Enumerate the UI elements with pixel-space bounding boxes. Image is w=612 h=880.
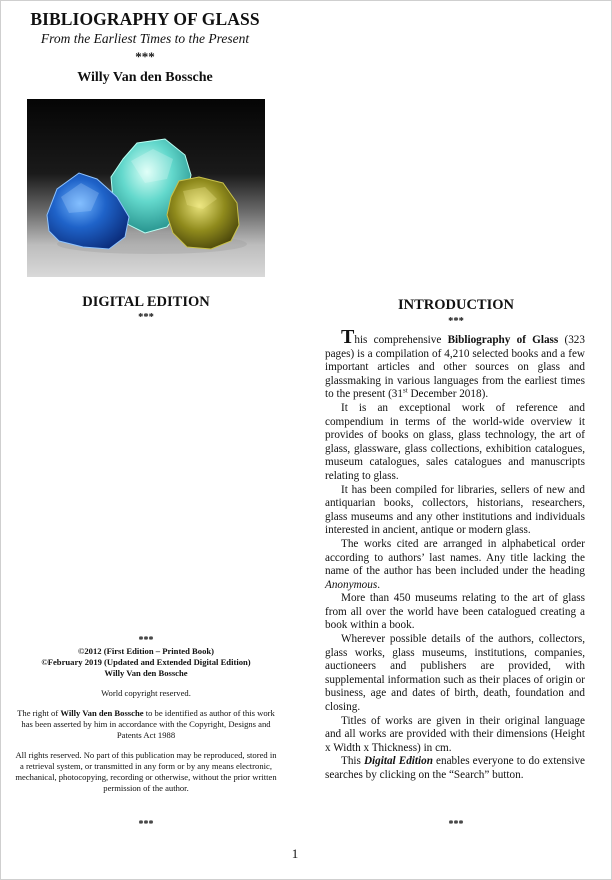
intro-paragraph: Wherever possible details of the authors, collectors, glass works, glass museums, institutions, companies, auctioneers and publishers are provided, with supplemental information such as their places of origin or business, age and dates of birth, death, foundation and closing. — [325, 633, 585, 714]
left-bottom-separator: *** — [138, 819, 154, 830]
copyright-line-digital-edition: ©February 2019 (Updated and Extended Digital Edition) — [41, 657, 251, 667]
book-subtitle: From the Earliest Times to the Present — [40, 31, 250, 46]
right-bottom-separator: *** — [448, 819, 464, 830]
moral-rights-statement: The right of Willy Van den Bossche to be identified as author of this work has been asserted by him in accordance with the Copyright, Designs and Patents Act 1988 — [17, 708, 275, 740]
copyright-line-author: Willy Van den Bossche — [104, 668, 188, 678]
digital-edition-separator: *** — [138, 312, 154, 323]
world-copyright: World copyright reserved. — [101, 688, 191, 698]
intro-paragraph: Titles of works are given in their original language and all works are provided with their dimensions (Height x Width x Thickness) in cm. — [325, 714, 585, 754]
copyright-line-first-edition: ©2012 (First Edition – Printed Book) — [77, 646, 215, 656]
title-block — [15, 9, 275, 86]
author-name: Willy Van den Bossche — [77, 70, 213, 85]
introduction-heading: INTRODUCTION — [397, 297, 514, 313]
book-title: BIBLIOGRAPHY OF GLASS — [30, 9, 260, 29]
copyright-block — [15, 635, 277, 794]
rights-reserved-statement: All rights reserved. No part of this publication may be reproduced, stored in a retrieval system, or transmitted in any form or by any means electronic, mechanical, photocopying, recording or otherwise, without the prior written permission of the author. — [15, 750, 277, 793]
page-number: 1 — [291, 846, 299, 861]
intro-paragraph: This Digital Edition enables everyone to do extensive searches by clicking on the “Search” button. — [325, 755, 586, 781]
intro-paragraph: It is an exceptional work of reference and compendium in terms of the world-wide overview it provides of books on glass, glass technology, the art of glass, glassware, glass collections, exhibition catalogues, museum catalogues, sales catalogues and manuscripts relating to glass. — [325, 401, 585, 482]
intro-paragraph: It has been compiled for libraries, sellers of new and antiquarian books, collectors, historians, researchers, glass museums and any other institutions and individuals interested in ancient, antique or modern glass. — [325, 483, 585, 537]
title-separator: *** — [135, 49, 155, 64]
digital-edition-heading: DIGITAL EDITION — [82, 294, 210, 310]
intro-paragraph: The works cited are arranged in alphabetical order according to authors’ last names. Any title lacking the name of the author has been included under the heading Anonymous. — [325, 537, 585, 591]
copyright-separator: *** — [138, 635, 154, 646]
intro-paragraph: More than 450 museums relating to the art of glass from all over the world have been catalogued creating a book within a book. — [325, 592, 585, 632]
intro-paragraph: This comprehensive Bibliography of Glass (323 pages) is a compilation of 4,210 selected books and a few important articles and other sources on glass and glassmaking in various languages from the earliest times to the present (31st December 2018). — [325, 326, 585, 401]
introduction-body — [325, 326, 586, 783]
glass-rocks-photo — [27, 99, 265, 277]
introduction-separator: *** — [448, 316, 464, 327]
